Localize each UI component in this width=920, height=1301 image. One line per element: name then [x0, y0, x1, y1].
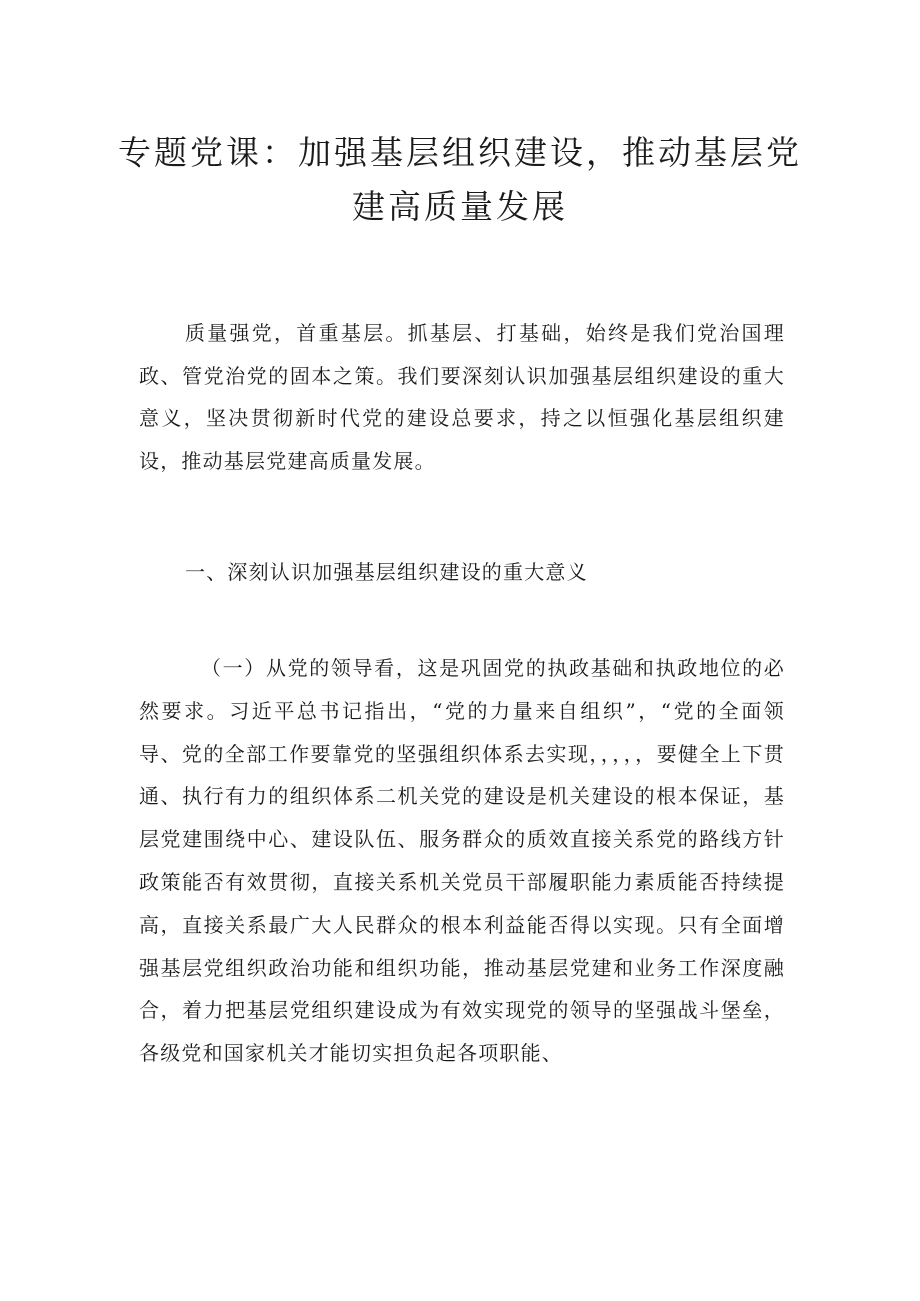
title-line-2: 建高质量发展 [352, 187, 568, 226]
title-line-1: 专题党课：加强基层组织建设，推动基层党 [118, 133, 802, 172]
section-heading: 一、深刻认识加强基层组织建设的重大意义 [185, 560, 588, 584]
document-title [110, 126, 810, 234]
section-paragraph: （一）从党的领导看，这是巩固党的执政基础和执政地位的必然要求。习近平总书记指出，“党的力量来自组织”，“党的全面领导、党的全部工作要靠党的坚强组织体系去实现，，，，，要健全上下贯通、执行有力的组织体系二机关党的建设是机关建设的根本保证，基层党建围绕中心、建设队伍、服务群众的质效直接关系党的路线方针政策能否有效贯彻，直接关系机关党员干部履职能力素质能否持续提高，直接关系最广大人民群众的根本利益能否得以实现。只有全面增强基层党组织政治功能和组织功能，推动基层党建和业务工作深度融合，着力把基层党组织建设成为有效实现党的领导的坚强战斗堡垒，各级党和国家机关才能切实担负起各项职能、 [139, 656, 785, 1066]
intro-paragraph: 质量强党，首重基层。抓基层、打基础，始终是我们党治国理政、管党治党的固本之策。我们要深刻认识加强基层组织建设的重大意义，坚决贯彻新时代党的建设总要求，持之以恒强化基层组织建设，推动基层党建高质量发展。 [139, 321, 785, 473]
